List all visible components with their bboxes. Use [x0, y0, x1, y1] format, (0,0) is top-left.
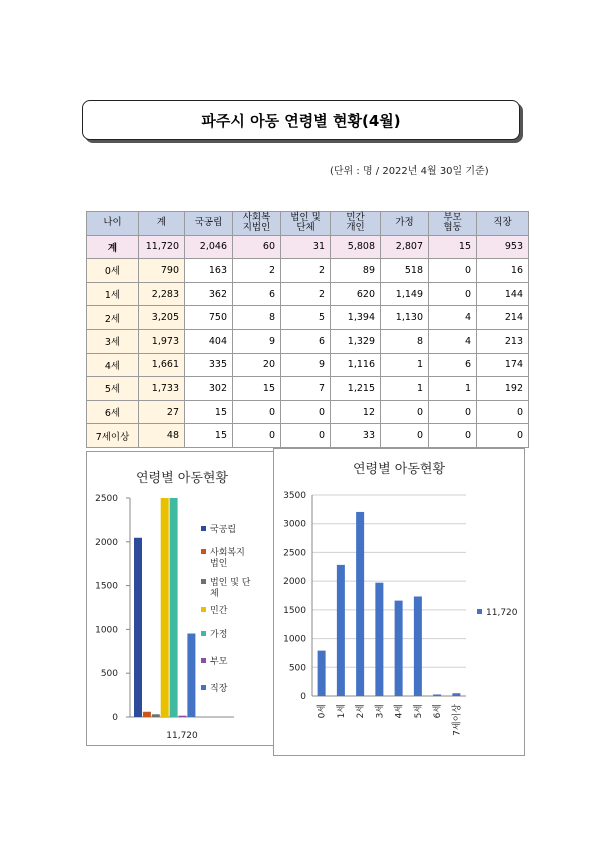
header-cell [281, 212, 331, 236]
value-cell: 2,046 [185, 235, 233, 259]
value-cell: 89 [331, 259, 381, 283]
header-cell [477, 212, 529, 236]
legend-swatch [201, 526, 206, 531]
value-cell: 1,116 [331, 353, 381, 377]
age-cell: 3세 [87, 329, 139, 353]
value-cell: 953 [477, 235, 529, 259]
header-cell [87, 212, 139, 236]
value-cell: 1,394 [331, 306, 381, 330]
value-cell: 0 [429, 424, 477, 448]
bar [152, 714, 160, 717]
value-cell: 518 [381, 259, 429, 283]
value-cell: 213 [477, 329, 529, 353]
value-cell: 0 [381, 400, 429, 424]
y-tick-label: 0 [300, 692, 306, 702]
header-text: 단체 [296, 222, 315, 234]
value-cell: 1 [429, 377, 477, 401]
y-tick-label: 1500 [283, 605, 306, 616]
header-text: 민간 [346, 212, 365, 224]
header-text: 계 [156, 217, 167, 229]
age-cell: 1세 [87, 282, 139, 306]
page-title [82, 100, 520, 140]
legend-swatch [201, 685, 206, 690]
value-cell: 0 [429, 400, 477, 424]
category-chart-svg [87, 452, 277, 745]
value-cell: 1,329 [331, 329, 381, 353]
table-row [87, 377, 529, 401]
table-row [87, 329, 529, 353]
y-tick-label: 1500 [95, 581, 118, 592]
value-cell: 335 [185, 353, 233, 377]
value-cell: 362 [185, 282, 233, 306]
legend-label: 법인 [210, 559, 228, 569]
table-row [87, 353, 529, 377]
value-cell: 1,733 [139, 377, 185, 401]
y-tick-label: 1000 [95, 625, 118, 636]
value-cell: 8 [233, 306, 281, 330]
value-cell: 2 [281, 259, 331, 283]
header-text: 가정 [395, 217, 414, 229]
legend-label: 사회복지 [210, 548, 245, 558]
value-cell: 20 [233, 353, 281, 377]
header-cell [233, 212, 281, 236]
bar [452, 693, 460, 696]
table-header-row [87, 212, 529, 236]
bar [356, 512, 364, 696]
value-cell: 404 [185, 329, 233, 353]
value-cell: 5,808 [331, 235, 381, 259]
header-text: 법인 및 [290, 212, 321, 224]
y-tick-label: 1000 [283, 634, 306, 645]
value-cell: 174 [477, 353, 529, 377]
value-cell: 192 [477, 377, 529, 401]
table-row [87, 424, 529, 448]
bar [134, 538, 142, 717]
y-tick-label: 2000 [95, 537, 118, 548]
value-cell: 163 [185, 259, 233, 283]
y-tick-label: 500 [100, 669, 118, 680]
value-cell: 620 [331, 282, 381, 306]
value-cell: 1 [381, 353, 429, 377]
legend-label: 가정 [210, 630, 228, 640]
y-tick-label: 3500 [283, 491, 306, 501]
category-chart [86, 451, 278, 746]
value-cell: 60 [233, 235, 281, 259]
y-tick-label: 0 [112, 713, 118, 723]
value-cell: 1,130 [381, 306, 429, 330]
value-cell: 27 [139, 400, 185, 424]
age-cell: 4세 [87, 353, 139, 377]
header-cell [185, 212, 233, 236]
chart-title: 연령별 아동현황 [352, 462, 446, 477]
value-cell: 0 [477, 424, 529, 448]
legend-swatch [201, 607, 206, 612]
header-text: 협동 [443, 222, 462, 234]
value-cell: 1,973 [139, 329, 185, 353]
table-row [87, 282, 529, 306]
y-tick-label: 2000 [283, 577, 306, 588]
legend-label: 법인 및 단 [210, 578, 251, 588]
value-cell: 0 [429, 259, 477, 283]
value-cell: 1,661 [139, 353, 185, 377]
bar [433, 694, 441, 696]
legend-swatch [201, 549, 206, 554]
header-text: 국공립 [194, 217, 223, 229]
x-tick-label: 5세 [413, 704, 424, 719]
header-text: 나이 [103, 217, 122, 229]
chart-title: 연령별 아동현황 [135, 471, 229, 486]
y-tick-label: 2500 [95, 494, 118, 504]
bar [170, 498, 178, 717]
legend-swatch [477, 609, 482, 614]
value-cell: 144 [477, 282, 529, 306]
page-title-text: 파주시 아동 연령별 현황(4월) [201, 111, 401, 130]
legend-label: 11,720 [486, 608, 518, 618]
value-cell: 15 [233, 377, 281, 401]
value-cell: 15 [185, 400, 233, 424]
x-tick-label: 3세 [375, 704, 386, 719]
header-text: 지법인 [242, 222, 271, 234]
age-cell: 5세 [87, 377, 139, 401]
value-cell: 750 [185, 306, 233, 330]
header-text: 부모 [443, 212, 462, 224]
header-cell [381, 212, 429, 236]
value-cell: 6 [429, 353, 477, 377]
legend-label: 부모 [210, 657, 228, 667]
age-stats-table [86, 211, 529, 448]
x-tick-label: 4세 [394, 704, 405, 719]
unit-note: (단위 : 명 / 2022년 4월 30일 기준) [330, 166, 489, 177]
header-cell [139, 212, 185, 236]
value-cell: 9 [281, 353, 331, 377]
value-cell: 1,215 [331, 377, 381, 401]
value-cell: 4 [429, 329, 477, 353]
header-cell [331, 212, 381, 236]
legend-label: 직장 [210, 684, 228, 694]
value-cell: 1,149 [381, 282, 429, 306]
table-row [87, 235, 529, 259]
value-cell: 31 [281, 235, 331, 259]
x-tick-label: 2세 [356, 704, 367, 719]
x-tick-label: 7세이상 [452, 704, 463, 736]
bar [395, 601, 403, 696]
x-tick-label: 11,720 [166, 731, 198, 741]
age-cell: 7세이상 [87, 424, 139, 448]
legend-swatch [201, 658, 206, 663]
table-row [87, 259, 529, 283]
bar [318, 651, 326, 696]
y-tick-label: 500 [288, 663, 306, 674]
age-cell: 계 [87, 235, 139, 259]
legend-label: 민간 [210, 606, 228, 616]
value-cell: 0 [233, 424, 281, 448]
value-cell: 15 [185, 424, 233, 448]
value-cell: 16 [477, 259, 529, 283]
table-row [87, 306, 529, 330]
value-cell: 214 [477, 306, 529, 330]
value-cell: 6 [281, 329, 331, 353]
value-cell: 4 [429, 306, 477, 330]
table-row [87, 400, 529, 424]
bar [375, 583, 383, 696]
bar [187, 634, 195, 717]
value-cell: 8 [381, 329, 429, 353]
value-cell: 5 [281, 306, 331, 330]
header-text: 사회복 [242, 212, 271, 224]
x-tick-label: 0세 [317, 704, 328, 719]
age-chart-svg [274, 449, 524, 755]
value-cell: 0 [477, 400, 529, 424]
y-tick-label: 2500 [283, 548, 306, 559]
value-cell: 11,720 [139, 235, 185, 259]
header-cell [429, 212, 477, 236]
value-cell: 2,807 [381, 235, 429, 259]
value-cell: 6 [233, 282, 281, 306]
value-cell: 1 [381, 377, 429, 401]
legend-swatch [201, 631, 206, 636]
value-cell: 0 [381, 424, 429, 448]
value-cell: 9 [233, 329, 281, 353]
age-cell: 2세 [87, 306, 139, 330]
bar [179, 716, 187, 717]
y-tick-label: 3000 [283, 519, 306, 530]
value-cell: 48 [139, 424, 185, 448]
value-cell: 12 [331, 400, 381, 424]
header-text: 직장 [493, 217, 512, 229]
value-cell: 0 [429, 282, 477, 306]
value-cell: 7 [281, 377, 331, 401]
value-cell: 790 [139, 259, 185, 283]
value-cell: 0 [233, 400, 281, 424]
value-cell: 0 [281, 424, 331, 448]
legend-swatch [201, 579, 206, 584]
value-cell: 2 [281, 282, 331, 306]
value-cell: 3,205 [139, 306, 185, 330]
value-cell: 0 [281, 400, 331, 424]
age-cell: 0세 [87, 259, 139, 283]
value-cell: 15 [429, 235, 477, 259]
bar [414, 596, 422, 696]
legend-label: 체 [210, 589, 219, 599]
value-cell: 2,283 [139, 282, 185, 306]
age-cell: 6세 [87, 400, 139, 424]
value-cell: 33 [331, 424, 381, 448]
bar [337, 565, 345, 696]
value-cell: 302 [185, 377, 233, 401]
value-cell: 2 [233, 259, 281, 283]
bar [143, 712, 151, 717]
x-tick-label: 6세 [433, 704, 444, 719]
bar [161, 498, 169, 717]
legend-label: 국공립 [210, 525, 237, 535]
x-tick-label: 1세 [336, 704, 347, 719]
age-chart [273, 448, 525, 756]
header-text: 개인 [346, 222, 365, 234]
